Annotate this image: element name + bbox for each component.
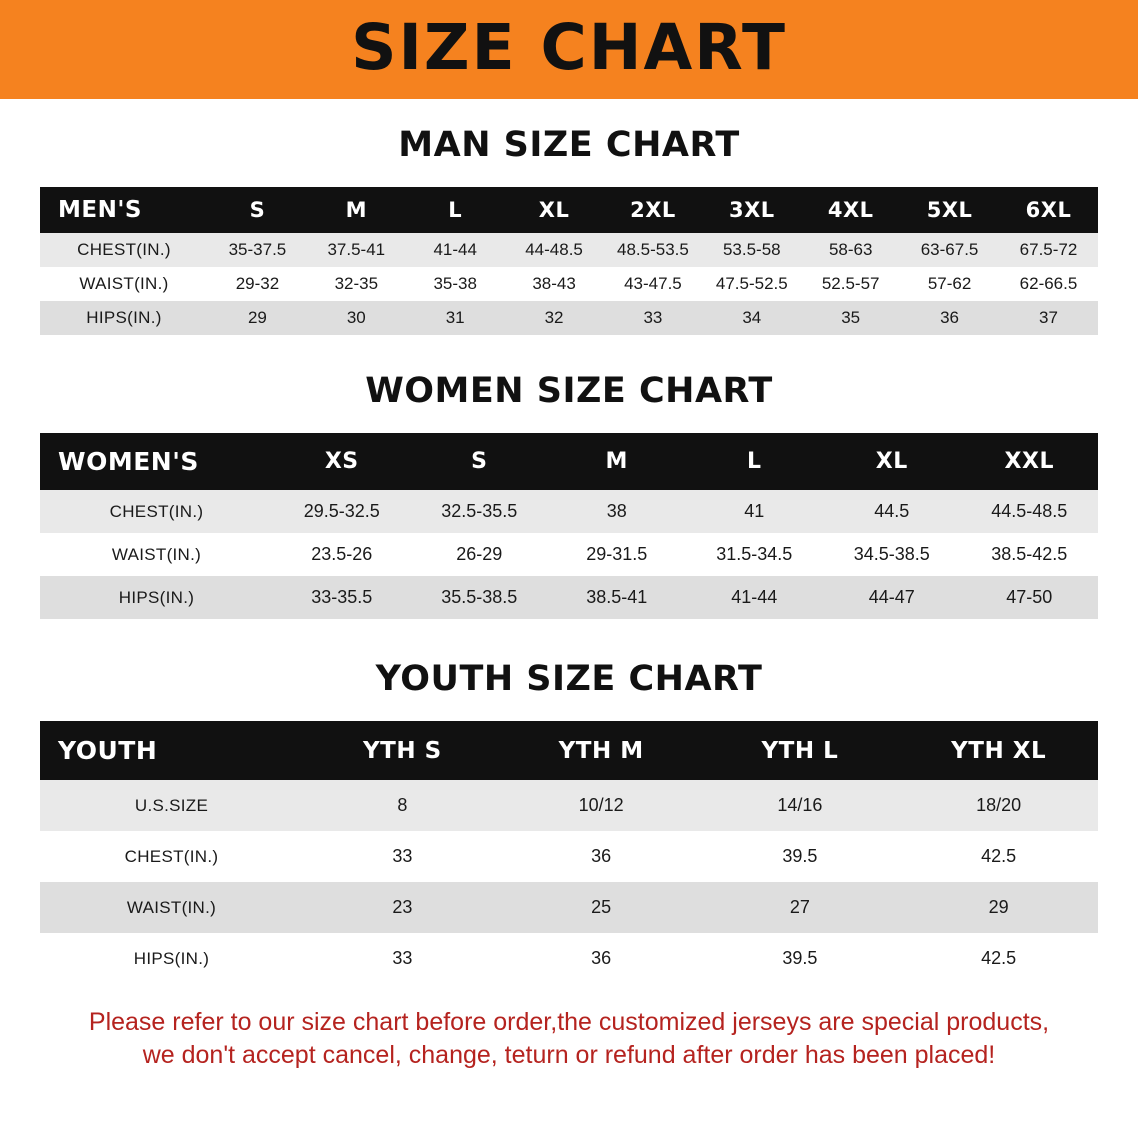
man-table-header-row [40, 187, 1098, 233]
youth-size-table [40, 721, 1098, 984]
cell: 62-66.5 [1019, 274, 1078, 293]
table-row [40, 882, 1098, 933]
policy-note-line-1: Please refer to our size chart before order,the customized jerseys are special products, [88, 1008, 1050, 1036]
youth-size-header: YTH XL [951, 737, 1047, 764]
youth-size-header: YTH L [761, 737, 839, 764]
table-row [40, 267, 1098, 301]
cell: 36 [591, 948, 612, 968]
man-size-header: 4XL [827, 198, 874, 222]
women-corner-label: WOMEN'S [58, 447, 199, 476]
cell: 38-43 [532, 274, 576, 293]
cell: 63-67.5 [920, 240, 979, 259]
women-size-header: M [605, 449, 628, 474]
cell: 35-37.5 [228, 240, 287, 259]
women-size-header: XXL [1004, 449, 1054, 474]
row-label: WAIST(IN.) [79, 274, 169, 293]
cell: 44.5 [874, 501, 910, 521]
women-section-title: WOMEN SIZE CHART [365, 371, 773, 411]
cell: 32 [544, 308, 564, 327]
cell: 34.5-38.5 [853, 544, 930, 564]
man-corner-label: MEN'S [58, 197, 142, 223]
cell: 30 [346, 308, 366, 327]
man-size-header: 2XL [630, 198, 676, 222]
youth-size-header: YTH S [363, 737, 442, 764]
cell: 38.5-42.5 [991, 544, 1068, 564]
cell: 44.5-48.5 [991, 501, 1068, 521]
cell: 32-35 [334, 274, 379, 293]
women-table-header-row [40, 433, 1098, 490]
row-label: HIPS(IN.) [86, 308, 162, 327]
cell: 47.5-52.5 [715, 274, 788, 293]
man-size-header: 6XL [1025, 198, 1072, 222]
cell: 44-48.5 [525, 240, 583, 259]
row-label: HIPS(IN.) [133, 948, 210, 968]
row-label: CHEST(IN.) [77, 240, 171, 259]
cell: 43-47.5 [624, 274, 682, 293]
policy-note-line-2: we don't accept cancel, change, teturn or refund after order has been placed! [142, 1041, 996, 1069]
cell: 34 [742, 308, 762, 327]
cell: 14/16 [777, 795, 823, 815]
row-label: CHEST(IN.) [124, 846, 219, 866]
man-size-header: XL [538, 198, 570, 222]
cell: 8 [397, 795, 408, 815]
cell: 10/12 [578, 795, 624, 815]
table-row [40, 576, 1098, 619]
cell: 36 [591, 846, 612, 866]
cell: 44-47 [868, 587, 915, 607]
cell: 38.5-41 [586, 587, 648, 607]
youth-table-wrap [40, 721, 1098, 984]
cell: 29 [247, 308, 267, 327]
row-label: U.S.SIZE [134, 795, 209, 815]
cell: 67.5-72 [1019, 240, 1078, 259]
cell: 18/20 [976, 795, 1022, 815]
cell: 47-50 [1006, 587, 1053, 607]
page-title: SIZE CHART [351, 11, 787, 84]
cell: 26-29 [456, 544, 503, 564]
banner [0, 0, 1138, 99]
cell: 35.5-38.5 [441, 587, 518, 607]
women-size-table [40, 433, 1098, 619]
cell: 25 [591, 897, 612, 917]
man-size-header: M [345, 198, 368, 222]
youth-size-header: YTH M [558, 737, 644, 764]
cell: 53.5-58 [722, 240, 781, 259]
cell: 23 [392, 897, 413, 917]
cell: 23.5-26 [311, 544, 373, 564]
man-table-wrap [40, 187, 1098, 335]
row-label: WAIST(IN.) [111, 544, 202, 564]
cell: 33 [392, 846, 413, 866]
cell: 31 [445, 308, 465, 327]
cell: 38 [606, 501, 627, 521]
youth-section-title: YOUTH SIZE CHART [375, 659, 763, 699]
women-size-header: L [746, 449, 762, 474]
women-size-header: XL [875, 449, 908, 474]
table-row [40, 933, 1098, 984]
cell: 32.5-35.5 [441, 501, 518, 521]
table-row [40, 831, 1098, 882]
youth-corner-label: YOUTH [58, 736, 158, 765]
cell: 33 [392, 948, 413, 968]
row-label: CHEST(IN.) [109, 501, 204, 521]
man-size-table [40, 187, 1098, 335]
cell: 29.5-32.5 [303, 501, 380, 521]
cell: 35-38 [433, 274, 477, 293]
row-label: WAIST(IN.) [126, 897, 217, 917]
cell: 33-35.5 [311, 587, 373, 607]
table-row [40, 490, 1098, 533]
cell: 48.5-53.5 [617, 240, 689, 259]
cell: 41 [744, 501, 765, 521]
cell: 33 [643, 308, 663, 327]
man-section-title: MAN SIZE CHART [398, 125, 740, 165]
table-row [40, 533, 1098, 576]
cell: 42.5 [981, 846, 1017, 866]
policy-note [34, 1006, 1104, 1072]
women-size-header: S [471, 449, 488, 474]
cell: 35 [841, 308, 861, 327]
table-row [40, 780, 1098, 831]
man-size-header: S [249, 198, 266, 222]
man-size-header: L [448, 198, 463, 222]
women-table-wrap [40, 433, 1098, 619]
table-row [40, 233, 1098, 267]
cell: 57-62 [927, 274, 972, 293]
table-row [40, 301, 1098, 335]
women-size-header: XS [324, 449, 359, 474]
cell: 29-31.5 [586, 544, 648, 564]
row-label: HIPS(IN.) [118, 587, 195, 607]
cell: 42.5 [981, 948, 1017, 968]
man-size-header: 3XL [728, 198, 775, 222]
cell: 39.5 [782, 948, 818, 968]
cell: 29-32 [235, 274, 280, 293]
cell: 27 [789, 897, 810, 917]
cell: 31.5-34.5 [716, 544, 793, 564]
cell: 41-44 [433, 240, 477, 259]
cell: 58-63 [828, 240, 873, 259]
cell: 52.5-57 [821, 274, 880, 293]
man-size-header: 5XL [926, 198, 973, 222]
cell: 41-44 [731, 587, 778, 607]
cell: 37.5-41 [327, 240, 386, 259]
youth-table-header-row [40, 721, 1098, 780]
cell: 39.5 [782, 846, 818, 866]
cell: 37 [1039, 308, 1058, 327]
cell: 36 [940, 308, 960, 327]
cell: 29 [988, 897, 1009, 917]
